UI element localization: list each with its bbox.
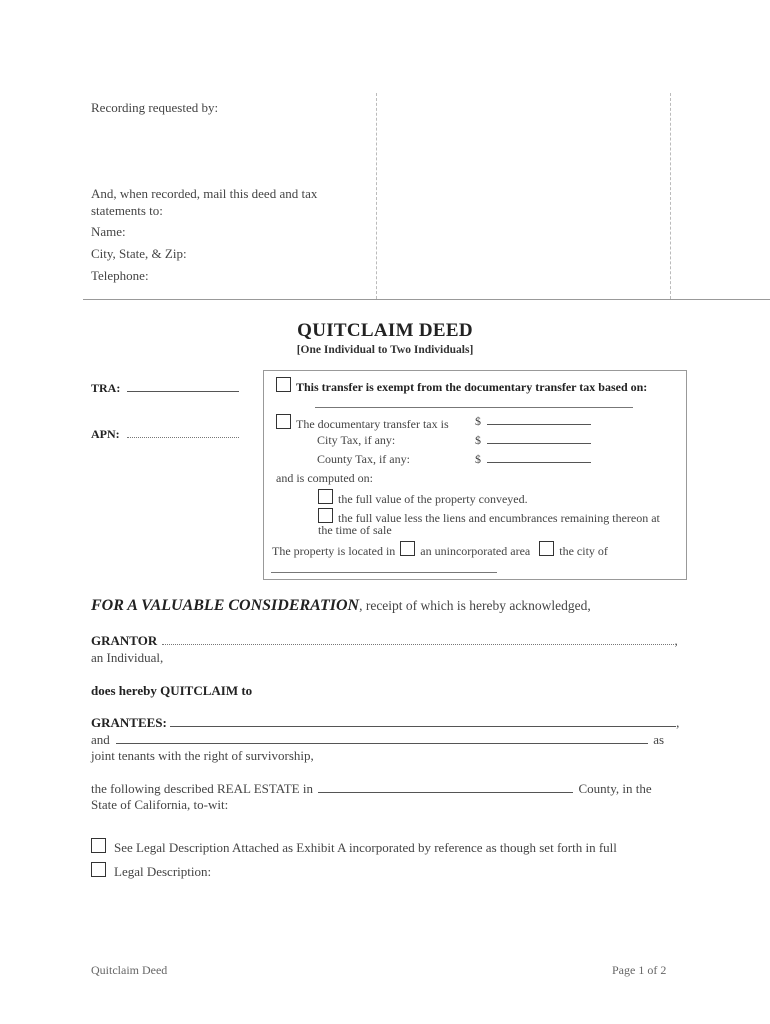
header-divider-1 [376,93,377,299]
dollar-sign: $ [475,433,481,447]
grantor-row [91,633,678,649]
header-bottom-rule [83,299,770,300]
less-liens-checkbox[interactable] [318,508,333,523]
apn-field [91,427,239,442]
full-value-checkbox[interactable] [318,489,333,504]
grantees-row [91,715,679,731]
grantee-2-row [91,732,664,748]
county-name-line[interactable] [318,792,573,793]
grantees-comma: , [676,715,680,730]
grantor-label: GRANTOR [91,633,158,648]
tra-label: TRA: [91,381,121,395]
legal-description-checkbox[interactable] [91,862,106,877]
exempt-reason-line[interactable] [315,407,633,408]
dollar-sign: $ [475,414,481,428]
grantor-comma: , [674,633,678,648]
grantee-2-line[interactable] [116,743,648,744]
city-of-label: the city of [559,544,608,558]
legal-attached-checkbox[interactable] [91,838,106,853]
unincorporated-checkbox[interactable] [400,541,415,556]
apn-label: APN: [91,427,120,441]
doc-tax-checkbox[interactable] [276,414,291,429]
city-of-checkbox[interactable] [539,541,554,556]
and-label: and [91,732,110,747]
legal-description-row [91,862,211,880]
county-tax-amount-line[interactable] [487,462,591,463]
recording-requested-label: Recording requested by: [91,100,219,115]
legal-attached-row [91,838,617,856]
doc-tax-label: The documentary transfer tax is [296,417,449,431]
exempt-row [276,377,647,395]
mail-to-label-2: statements to: [91,203,163,218]
page-title: QUITCLAIM DEED [297,320,473,341]
grantor-name-line[interactable] [162,644,674,645]
real-estate-line2: State of California, to-wit: [91,797,229,812]
real-estate-prefix: the following described REAL ESTATE in [91,781,313,796]
joint-tenants-text: joint tenants with the right of survivorship, [91,748,314,763]
location-row [272,541,608,559]
city-name-line[interactable] [271,572,497,573]
city-tax-amount [475,433,591,448]
grantees-label: GRANTEES: [91,715,167,730]
name-label: Name: [91,224,126,239]
county-tax-label: County Tax, if any: [317,452,410,466]
less-liens-label: the full value less the liens and encumbrances remaining thereon at [338,511,660,525]
doc-tax-row [276,414,449,432]
mail-to-label-1: And, when recorded, mail this deed and tax [91,186,318,201]
footer-left: Quitclaim Deed [91,963,168,977]
tra-input-line[interactable] [127,391,239,392]
footer-page-number: Page 1 of 2 [612,963,667,977]
legal-attached-label: See Legal Description Attached as Exhibit A incorporated by reference as though set forth in full [114,840,617,855]
apn-input-line[interactable] [127,437,239,438]
full-value-label: the full value of the property conveyed. [338,492,528,506]
city-tax-amount-line[interactable] [487,443,591,444]
consideration-rest: , receipt of which is hereby acknowledged, [359,598,591,613]
tra-field [91,381,239,396]
quitclaim-text: does hereby QUITCLAIM to [91,683,253,698]
located-in-label: The property is located in [272,544,396,558]
doc-tax-amount [475,414,591,429]
consideration-line [91,597,591,615]
county-tax-amount [475,452,591,467]
doc-tax-amount-line[interactable] [487,424,591,425]
full-value-row [318,489,528,507]
legal-description-label: Legal Description: [114,864,212,879]
real-estate-row [91,781,652,797]
grantor-desc: an Individual, [91,650,164,665]
exempt-label: This transfer is exempt from the documentary transfer tax based on: [296,380,648,394]
telephone-label: Telephone: [91,268,149,283]
real-estate-suffix: County, in the [578,781,652,796]
city-state-zip-label: City, State, & Zip: [91,246,187,261]
city-tax-label: City Tax, if any: [317,433,396,447]
header-divider-2 [670,93,671,299]
grantee-1-line[interactable] [170,726,676,727]
consideration-emphasis: FOR A VALUABLE CONSIDERATION [91,597,360,614]
dollar-sign: $ [475,452,481,466]
unincorporated-label: an unincorporated area [420,544,531,558]
exempt-checkbox[interactable] [276,377,291,392]
as-label: as [653,732,665,747]
computed-on-label: and is computed on: [276,471,373,485]
page-subtitle: [One Individual to Two Individuals] [296,344,474,356]
less-liens-label-2: the time of sale [318,523,392,537]
